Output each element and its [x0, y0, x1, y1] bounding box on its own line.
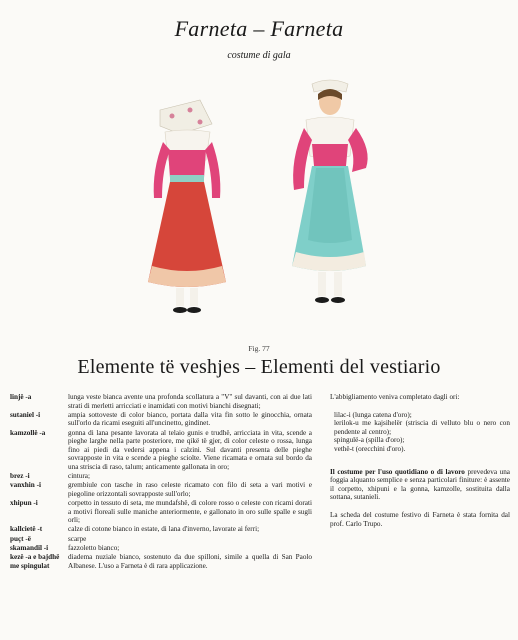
jewelry-item: lerilok-u me kajsihelër (striscia di velluto blu o nero con pendente al centro);: [334, 419, 510, 436]
glossary-entry: [10, 472, 312, 481]
glossary-entry: [10, 499, 312, 525]
glossary-term: puçt -ë: [10, 534, 31, 543]
glossary-entry: [10, 393, 312, 410]
costume-front-view: [292, 80, 368, 303]
jewelry-item: spingulë-a (spilla d'oro);: [334, 436, 405, 445]
glossary-definition: scarpe: [68, 534, 87, 543]
credit-paragraph: La scheda del costume festivo di Farneta è stata fornita dal prof. Carlo Trupo.: [330, 510, 510, 528]
glossary-term: sutaniel -i: [10, 410, 41, 419]
daily-costume-text: prevedeva una foggia alquanto semplice e senza particolari finiture: è assente il corpetto, xhipuni e la gonna, kamzolle, sostituita dalla sottana, sutanieli.: [330, 467, 510, 502]
glossary-definition: ampia sottoveste di color bianco, portata dalla vita fin sotto le ginocchia, ornata sull'orlo da ricami eseguiti all'uncinetto, gindinet.: [68, 410, 312, 428]
glossary-entry: [10, 553, 312, 570]
glossary-entry: [10, 525, 312, 534]
glossary-entry: [10, 535, 312, 544]
daily-costume-paragraph: [330, 468, 510, 502]
page-subtitle: costume di gala: [227, 50, 291, 61]
daily-costume-lead: Il costume per l'uso quotidiano o di lavoro: [330, 467, 465, 476]
costume-back-view: [148, 100, 226, 313]
glossary-term: brez -i: [10, 472, 30, 481]
jewelry-intro: L'abbigliamento veniva completato dagli ori:: [330, 393, 460, 401]
glossary-entry: [10, 481, 312, 498]
glossary-definition: lunga veste bianca avente una profonda scollatura a "V" sul davanti, con ai due lati strati di merletti arricciati e inamidati con motivi bianchi disegnati;: [68, 393, 312, 410]
glossary-definition: grembiule con tasche in raso celeste ricamato con filo di seta a vari motivi e piegoline orizzontali sovrapposte sull'orlo;: [68, 481, 312, 498]
glossary-definition: cintura;: [68, 472, 90, 481]
glossary-entry: [10, 429, 312, 472]
glossary-term: kezë -a e bajdhë me spingulat: [10, 553, 60, 570]
costume-figure: [0, 70, 518, 332]
glossary-definition: fazzoletto bianco;: [68, 543, 120, 552]
glossary-term: kallcietë -t: [10, 525, 43, 534]
glossary: [10, 393, 312, 571]
page-title: Farneta – Farneta: [174, 16, 344, 41]
jewelry-item: lilac-i (lunga catena d'oro);: [334, 410, 412, 419]
glossary-term: kamzollë -a: [10, 428, 46, 437]
glossary-definition: corpetto in tessuto di seta, me mundafshë, di colore rosso o celeste con ricami dorati a motivi floreali sulle maniche anteriormente, e gallonato in oro sulle spalle e sugli orli;: [68, 499, 312, 525]
glossary-definition: calze di cotone bianco in estate, di lana d'inverno, lavorate ai ferri;: [68, 525, 260, 534]
glossary-entry: [10, 411, 312, 428]
jewelry-list: [330, 411, 510, 454]
section-title: Elemente të veshjes – Elementi del vestiario: [77, 356, 441, 378]
glossary-entry: [10, 544, 312, 553]
glossary-definition: gonna di lana pesante lavorata al telaio gunis e trudhë, arricciata in vita, scende a pieghe larghe nella parte posteriore, me qikë të gjer, di color celeste o rossa, lunga fino ai piedi da vedersi appena i calzini. Sul davanti presenta delle pieghe sovrapposte in vita e scende a pieghe sciolte. Viene ricamata e ornata sul bordo da una striscia di raso, talum; anticamente gallonata in oro;: [68, 428, 312, 471]
figure-caption: Fig. 77: [248, 344, 270, 353]
glossary-term: xhipun -i: [10, 499, 38, 508]
glossary-term: skamandil -i: [10, 543, 49, 552]
jewelry-item: vethë-t (orecchini d'oro).: [334, 444, 406, 453]
glossary-term: linjë -a: [10, 393, 32, 401]
glossary-term: vanxhin -i: [10, 481, 41, 490]
glossary-definition: diadema nuziale bianco, sostenuto da due spilloni, simile a quella di San Paolo Albanese. L'uso a Farneta è di rara applicazione.: [68, 553, 312, 570]
right-column: [330, 393, 510, 537]
